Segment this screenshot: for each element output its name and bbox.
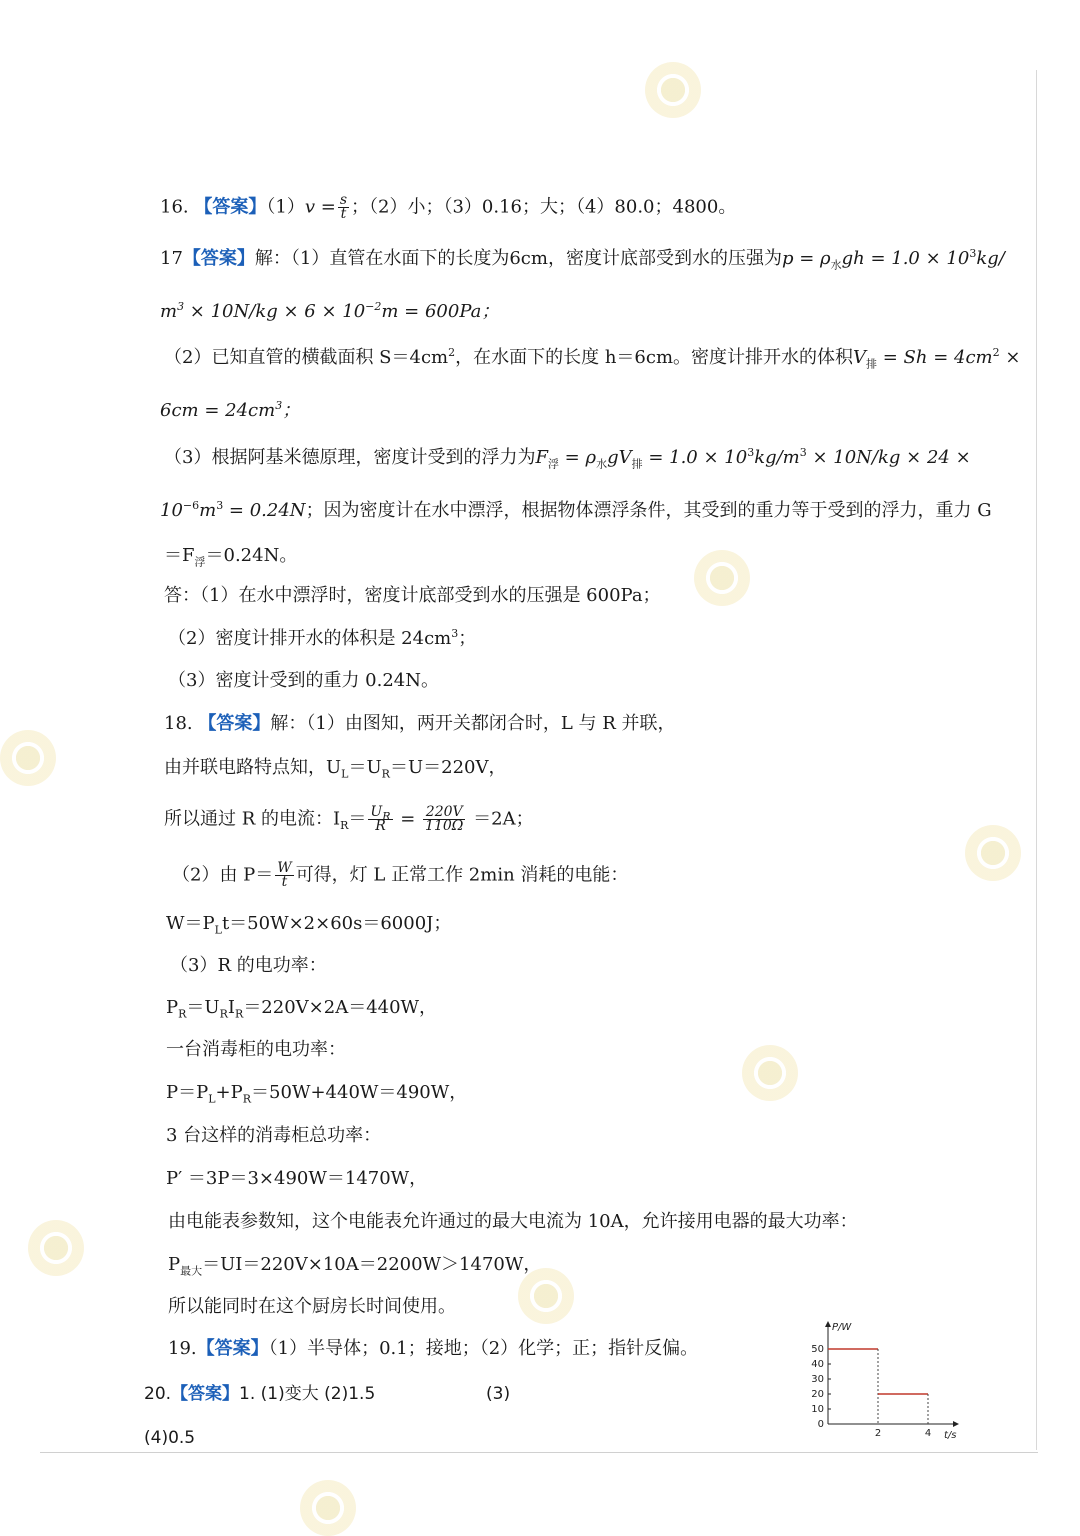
q18-sub: R [382, 809, 391, 823]
q17-formula: = 0.24N [223, 500, 306, 521]
q18-sub: R [178, 1007, 187, 1021]
q20-answer-tag: 【答案】 [171, 1384, 240, 1404]
q17-formula: 6cm = 24cm [160, 400, 276, 421]
q17-text: （2）已知直管的横截面积 S＝4cm [164, 347, 449, 368]
q19-text: （1）半导体；0.1；接地；（2）化学；正；指针反偏。 [268, 1338, 699, 1359]
q17-line-1 [160, 247, 1005, 271]
q17-sup: −2 [365, 300, 382, 313]
power-time-chart [800, 1318, 970, 1443]
q18-line-13 [168, 1253, 541, 1277]
page-border-bottom [40, 1452, 1038, 1453]
q18-sub: L [208, 1092, 216, 1106]
q16-frac-den: t [340, 206, 347, 222]
q17-answer-1: 答：（1）在水中漂浮时，密度计底部受到水的压强是 600Pa； [164, 585, 661, 606]
q18-text: ＝UI＝220V×10A＝2200W＞1470W， [202, 1254, 542, 1275]
q20-part3: (3) [486, 1384, 511, 1404]
q18-text: ＝ [348, 808, 367, 830]
q18-text: = [394, 808, 422, 830]
q17-number: 17 [160, 248, 183, 269]
q18-text: ＝220V×2A＝440W， [243, 997, 438, 1018]
x-axis-label: t/s [944, 1430, 957, 1441]
y-axis-label: P/W [832, 1322, 852, 1333]
q17-formula: m = 600Pa； [381, 301, 500, 322]
q18-line-8: 一台消毒柜的电功率： [166, 1039, 346, 1060]
page-border-right [1036, 70, 1037, 1450]
q18-sub: R [235, 1007, 244, 1021]
q18-text: W＝P [166, 913, 215, 934]
watermark-logo [0, 730, 56, 786]
q17-text: ＝F [164, 545, 195, 566]
q18-line-12: 由电能表参数知，这个电能表允许通过的最大电流为 10A，允许接用电器的最大功率： [168, 1211, 858, 1232]
q17-sup: 3 [177, 300, 185, 313]
q18-frac-den: 110Ω [425, 818, 464, 834]
q17-text: 解：（1）直管在水面下的长度为6cm，密度计底部受到水的压强为 [254, 248, 782, 269]
q17-line-5 [164, 446, 971, 470]
chart-series [828, 1349, 928, 1424]
q17-formula: = 1.0 × 10 [642, 447, 748, 468]
q17-sub: 排 [631, 457, 643, 471]
q18-number: 18. [164, 713, 193, 734]
q20-text: 1. (1)变大 (2)1.5 [239, 1384, 376, 1404]
q17-sup: 3 [216, 499, 224, 512]
q17-text: ，在水面下的长度 h＝6cm。密度计排开水的体积 [455, 347, 854, 368]
q17-formula: m [160, 301, 178, 322]
q18-line-10: 3 台这样的消毒柜总功率： [166, 1125, 382, 1146]
q18-text: 所以通过 R 的电流：I [164, 808, 341, 830]
q19-line [168, 1337, 698, 1361]
q18-text: ＝2A； [467, 808, 534, 830]
q17-line-6 [160, 499, 992, 523]
watermark-logo [645, 62, 701, 118]
q18-line-7 [166, 996, 437, 1020]
q17-line-7 [164, 544, 297, 568]
q18-line-4 [172, 862, 628, 889]
q17-answer-tag: 【答案】 [182, 248, 255, 269]
q16-v-eq: v = [304, 196, 336, 218]
q17-formula: V [853, 347, 867, 368]
q17-sub: 水 [596, 457, 608, 471]
watermark-logo [694, 550, 750, 606]
q17-sup: 3 [451, 627, 459, 640]
q18-sub: L [214, 923, 222, 937]
q17-sub: 水 [830, 258, 842, 272]
chart-ticks [811, 1344, 931, 1439]
q17-text: （3）根据阿基米德原理，密度计受到的浮力为 [164, 447, 536, 468]
y-tick-label: 40 [811, 1359, 824, 1370]
q17-sup: 2 [448, 346, 456, 359]
q18-frac-den: t [281, 874, 288, 890]
q18-text: t＝50W×2×60s＝6000J； [221, 913, 452, 934]
watermark-logo [300, 1480, 356, 1536]
q20-part4: (4)0.5 [144, 1428, 196, 1448]
q17-formula: × 10N/kg × 6 × 10 [184, 301, 366, 322]
q18-line-11: P′ ＝3P＝3×490W＝1470W， [166, 1168, 428, 1189]
q17-sup: 3 [969, 247, 977, 260]
q18-sub: L [341, 767, 349, 781]
q18-frac-den: R [375, 818, 386, 834]
q18-text: I [227, 997, 236, 1018]
q17-line-2 [160, 300, 499, 324]
q18-line-6: （3）R 的电功率： [170, 955, 327, 976]
q18-frac-num: W [277, 860, 292, 876]
q18-sub: R [219, 1007, 228, 1021]
q17-formula: ； [282, 400, 301, 421]
y-tick-label: 30 [811, 1374, 824, 1385]
q19-answer-tag: 【答案】 [196, 1338, 269, 1359]
q18-sub: R [381, 767, 390, 781]
q17-formula: kg/ [976, 248, 1005, 269]
q18-text: （2）由 P＝ [172, 864, 274, 886]
q18-text: 解：（1）由图知，两开关都闭合时，L 与 R 并联， [270, 713, 676, 734]
q18-text: +P [215, 1082, 243, 1103]
y-tick-label: 20 [811, 1389, 824, 1400]
q17-text: ； [458, 628, 477, 649]
q18-text: ＝U [348, 757, 382, 778]
watermark-logo [28, 1220, 84, 1276]
q16-rest: ；（2）小；（3）0.16；大；（4）80.0；4800。 [351, 196, 737, 218]
q17-answer-3: （3）密度计受到的重力 0.24N。 [168, 670, 440, 691]
q17-text: （2）密度计排开水的体积是 24cm [168, 628, 452, 649]
q16-frac-num: s [339, 192, 347, 208]
q18-line-5 [166, 912, 451, 936]
q17-sup: 3 [747, 446, 755, 459]
y-tick-label: 10 [811, 1404, 824, 1415]
q17-sup: −6 [182, 499, 200, 512]
q17-formula: = ρ [558, 447, 597, 468]
q18-fraction-values [423, 806, 465, 833]
q18-text: ＝U＝220V， [389, 757, 507, 778]
q17-answer-2 [168, 627, 476, 651]
q18-line-3 [164, 806, 534, 833]
y-tick-label: 0 [817, 1419, 824, 1430]
q17-sub: 浮 [194, 555, 206, 569]
q18-frac-num: 220V [423, 806, 465, 820]
q19-number: 19. [168, 1338, 197, 1359]
q16-part1: （1） [266, 196, 305, 218]
q17-sup: 3 [275, 399, 283, 412]
q16-number: 16. [160, 196, 189, 218]
q17-formula: p = ρ [781, 248, 831, 269]
q16-line [160, 194, 736, 221]
q17-formula: × [999, 347, 1021, 368]
x-tick-label: 2 [874, 1428, 882, 1439]
q18-line-14: 所以能同时在这个厨房长时间使用。 [168, 1296, 456, 1317]
q17-formula: F [535, 447, 548, 468]
q18-sub: 最大 [180, 1264, 203, 1278]
q18-text: P [168, 1254, 181, 1275]
q20-line [144, 1382, 375, 1406]
q18-text: 由并联电路特点知，U [164, 757, 342, 778]
q17-formula: = Sh = 4cm [877, 347, 993, 368]
q18-sub: R [340, 819, 349, 833]
q17-line-3 [164, 346, 1020, 370]
q18-text: P [166, 997, 179, 1018]
x-tick-label: 4 [924, 1428, 932, 1439]
watermark-logo [742, 1045, 798, 1101]
q18-answer-tag: 【答案】 [198, 713, 271, 734]
q17-formula: 10 [160, 500, 183, 521]
q17-text: ；因为密度计在水中漂浮，根据物体漂浮条件，其受到的重力等于受到的浮力，重力 G [305, 500, 992, 521]
q17-line-4 [160, 399, 300, 423]
q18-text: 可得，灯 L 正常工作 2min 消耗的电能： [295, 864, 629, 886]
q20-number: 20. [144, 1384, 172, 1404]
q17-formula: gh = 1.0 × 10 [841, 248, 970, 269]
q17-text: ＝0.24N。 [205, 545, 298, 566]
q17-sup: 3 [799, 446, 807, 459]
watermark-logo [965, 825, 1021, 881]
q16-fraction [338, 194, 349, 221]
q18-text: ＝U [186, 997, 220, 1018]
q17-sub: 浮 [547, 457, 559, 471]
q18-line-1 [164, 712, 676, 736]
q18-line-2 [164, 756, 506, 780]
q17-formula: × 10N/kg × 24 × [806, 447, 971, 468]
q17-sup: 2 [992, 346, 1000, 359]
q18-fraction-ur-r [368, 806, 392, 833]
q18-sub: R [242, 1092, 252, 1106]
q18-text: ＝50W+440W＝490W， [251, 1082, 468, 1103]
q17-sub: 排 [866, 357, 878, 371]
q18-text: P＝P [166, 1082, 209, 1103]
q17-formula: gV [607, 447, 632, 468]
q18-frac-num-text: U [370, 804, 383, 820]
q17-formula: m [199, 500, 217, 521]
q18-fraction-w-t [275, 862, 293, 889]
q16-answer-tag: 【答案】 [194, 196, 267, 218]
q17-formula: kg/m [754, 447, 800, 468]
q18-line-9 [166, 1081, 467, 1105]
y-tick-label: 50 [811, 1344, 824, 1355]
